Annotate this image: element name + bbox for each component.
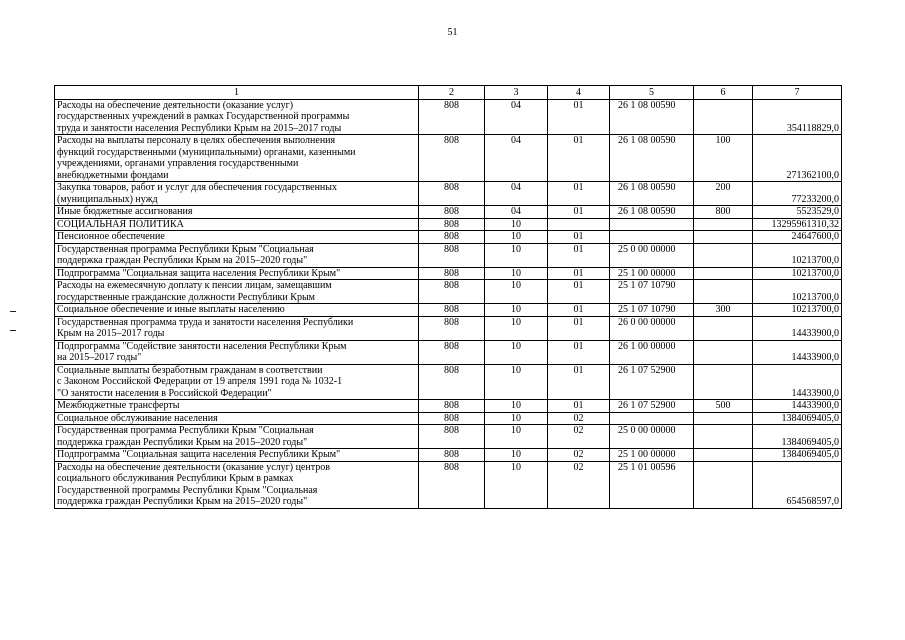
amount-cell: 1384069405,0	[753, 449, 842, 462]
target-article-cell: 26 1 08 00590	[610, 206, 694, 219]
section-code-cell: 04	[485, 182, 548, 206]
header-cell: 2	[419, 86, 485, 100]
ministry-code-cell: 808	[419, 280, 485, 304]
amount-cell: 1384069405,0	[753, 425, 842, 449]
ministry-code-cell: 808	[419, 400, 485, 413]
amount-cell: 1384069405,0	[753, 412, 842, 425]
amount-cell: 14433900,0	[753, 400, 842, 413]
target-article-cell: 26 0 00 00000	[610, 316, 694, 340]
subsection-code-cell: 02	[548, 449, 610, 462]
table-row	[55, 182, 842, 206]
subsection-code-cell: 01	[548, 206, 610, 219]
expense-type-cell: 300	[694, 304, 753, 317]
page-number: 51	[447, 27, 458, 38]
table-row	[55, 267, 842, 280]
amount-cell: 24647600,0	[753, 231, 842, 244]
subsection-code-cell: 01	[548, 135, 610, 182]
section-code-cell: 10	[485, 412, 548, 425]
header-cell: 3	[485, 86, 548, 100]
section-code-cell: 10	[485, 364, 548, 400]
margin-mark	[10, 330, 16, 331]
expense-type-cell	[694, 364, 753, 400]
header-cell: 5	[610, 86, 694, 100]
subsection-code-cell: 01	[548, 182, 610, 206]
section-code-cell: 10	[485, 461, 548, 508]
header-cell: 4	[548, 86, 610, 100]
budget-table	[54, 85, 842, 509]
table-row	[55, 243, 842, 267]
item-name-cell: Социальные выплаты безработным гражданам в соответствии с Законом Российской Федерации от 19 апреля 1991 года № 1032-1 "О занятости населения в Российской Федерации"	[55, 364, 419, 400]
section-code-cell: 10	[485, 280, 548, 304]
table-row	[55, 218, 842, 231]
expense-type-cell	[694, 218, 753, 231]
table-row	[55, 412, 842, 425]
expense-type-cell	[694, 449, 753, 462]
table-row	[55, 364, 842, 400]
section-code-cell: 10	[485, 340, 548, 364]
table-row	[55, 461, 842, 508]
amount-cell: 10213700,0	[753, 243, 842, 267]
item-name-cell: Расходы на обеспечение деятельности (оказание услуг) центров социального обслуживания Республики Крым в рамках Государственной программы Республики Крым "Социальная поддержка граждан Республики Крым на 2015–2020 годы"	[55, 461, 419, 508]
item-name-cell: СОЦИАЛЬНАЯ ПОЛИТИКА	[55, 218, 419, 231]
amount-cell: 5523529,0	[753, 206, 842, 219]
expense-type-cell	[694, 99, 753, 135]
expense-type-cell	[694, 243, 753, 267]
target-article-cell	[610, 231, 694, 244]
subsection-code-cell: 01	[548, 340, 610, 364]
subsection-code-cell: 01	[548, 99, 610, 135]
target-article-cell: 25 1 07 10790	[610, 280, 694, 304]
amount-cell: 10213700,0	[753, 280, 842, 304]
amount-cell: 354118829,0	[753, 99, 842, 135]
amount-cell: 271362100,0	[753, 135, 842, 182]
item-name-cell: Иные бюджетные ассигнования	[55, 206, 419, 219]
expense-type-cell	[694, 412, 753, 425]
item-name-cell: Государственная программа труда и занятости населения Республики Крым на 2015–2017 годы	[55, 316, 419, 340]
expense-type-cell	[694, 316, 753, 340]
target-article-cell	[610, 218, 694, 231]
item-name-cell: Закупка товаров, работ и услуг для обеспечения государственных (муниципальных) нужд	[55, 182, 419, 206]
target-article-cell: 25 1 00 00000	[610, 267, 694, 280]
subsection-code-cell: 01	[548, 316, 610, 340]
subsection-code-cell: 02	[548, 461, 610, 508]
table-row	[55, 135, 842, 182]
item-name-cell: Государственная программа Республики Крым "Социальная поддержка граждан Республики Крым на 2015–2020 годы"	[55, 243, 419, 267]
target-article-cell: 25 0 00 00000	[610, 425, 694, 449]
section-code-cell: 10	[485, 449, 548, 462]
table-row	[55, 449, 842, 462]
target-article-cell: 25 0 00 00000	[610, 243, 694, 267]
target-article-cell: 25 1 00 00000	[610, 449, 694, 462]
table-header-row	[55, 86, 842, 100]
ministry-code-cell: 808	[419, 135, 485, 182]
amount-cell: 654568597,0	[753, 461, 842, 508]
subsection-code-cell: 01	[548, 304, 610, 317]
section-code-cell: 10	[485, 267, 548, 280]
header-cell: 6	[694, 86, 753, 100]
expense-type-cell	[694, 461, 753, 508]
ministry-code-cell: 808	[419, 449, 485, 462]
amount-cell: 13295961310,32	[753, 218, 842, 231]
ministry-code-cell: 808	[419, 364, 485, 400]
amount-cell: 14433900,0	[753, 364, 842, 400]
item-name-cell: Социальное обслуживание населения	[55, 412, 419, 425]
target-article-cell: 25 1 07 10790	[610, 304, 694, 317]
section-code-cell: 10	[485, 304, 548, 317]
item-name-cell: Подпрограмма "Социальная защита населения Республики Крым"	[55, 449, 419, 462]
expense-type-cell	[694, 267, 753, 280]
subsection-code-cell: 01	[548, 243, 610, 267]
amount-cell: 10213700,0	[753, 304, 842, 317]
table-row	[55, 231, 842, 244]
section-code-cell: 10	[485, 400, 548, 413]
ministry-code-cell: 808	[419, 412, 485, 425]
expense-type-cell	[694, 231, 753, 244]
table-row	[55, 280, 842, 304]
section-code-cell: 10	[485, 243, 548, 267]
target-article-cell: 26 1 08 00590	[610, 99, 694, 135]
expense-type-cell: 200	[694, 182, 753, 206]
table-row	[55, 316, 842, 340]
ministry-code-cell: 808	[419, 340, 485, 364]
amount-cell: 77233200,0	[753, 182, 842, 206]
target-article-cell: 26 1 08 00590	[610, 135, 694, 182]
item-name-cell: Государственная программа Республики Крым "Социальная поддержка граждан Республики Крым на 2015–2020 годы"	[55, 425, 419, 449]
target-article-cell: 26 1 07 52900	[610, 364, 694, 400]
subsection-code-cell: 01	[548, 267, 610, 280]
table-row	[55, 425, 842, 449]
amount-cell: 14433900,0	[753, 340, 842, 364]
header-cell: 1	[55, 86, 419, 100]
amount-cell: 14433900,0	[753, 316, 842, 340]
ministry-code-cell: 808	[419, 206, 485, 219]
ministry-code-cell: 808	[419, 231, 485, 244]
item-name-cell: Расходы на ежемесячную доплату к пенсии лицам, замещавшим государственные гражданские должности Республики Крым	[55, 280, 419, 304]
ministry-code-cell: 808	[419, 461, 485, 508]
expense-type-cell	[694, 280, 753, 304]
item-name-cell: Расходы на обеспечение деятельности (оказание услуг) государственных учреждений в рамках Государственной программы труда и занятости населения Республики Крым на 2015–2017 годы	[55, 99, 419, 135]
table-row	[55, 340, 842, 364]
subsection-code-cell: 01	[548, 400, 610, 413]
item-name-cell: Расходы на выплаты персоналу в целях обеспечения выполнения функций государственными (муниципальными) органами, казенными учреждениями, органами управления государственными внебюджетными фондами	[55, 135, 419, 182]
ministry-code-cell: 808	[419, 182, 485, 206]
item-name-cell: Социальное обеспечение и иные выплаты населению	[55, 304, 419, 317]
section-code-cell: 04	[485, 206, 548, 219]
ministry-code-cell: 808	[419, 243, 485, 267]
ministry-code-cell: 808	[419, 425, 485, 449]
subsection-code-cell	[548, 218, 610, 231]
target-article-cell: 25 1 01 00596	[610, 461, 694, 508]
expense-type-cell: 500	[694, 400, 753, 413]
section-code-cell: 04	[485, 99, 548, 135]
table-row	[55, 400, 842, 413]
target-article-cell: 26 1 07 52900	[610, 400, 694, 413]
expense-type-cell	[694, 425, 753, 449]
ministry-code-cell: 808	[419, 316, 485, 340]
item-name-cell: Подпрограмма "Содействие занятости населения Республики Крым на 2015–2017 годы"	[55, 340, 419, 364]
section-code-cell: 10	[485, 425, 548, 449]
subsection-code-cell: 01	[548, 364, 610, 400]
ministry-code-cell: 808	[419, 304, 485, 317]
section-code-cell: 04	[485, 135, 548, 182]
item-name-cell: Подпрограмма "Социальная защита населения Республики Крым"	[55, 267, 419, 280]
target-article-cell: 26 1 00 00000	[610, 340, 694, 364]
expense-type-cell: 800	[694, 206, 753, 219]
subsection-code-cell: 01	[548, 231, 610, 244]
ministry-code-cell: 808	[419, 218, 485, 231]
expense-type-cell: 100	[694, 135, 753, 182]
subsection-code-cell: 02	[548, 425, 610, 449]
expense-type-cell	[694, 340, 753, 364]
subsection-code-cell: 02	[548, 412, 610, 425]
subsection-code-cell: 01	[548, 280, 610, 304]
margin-mark	[10, 311, 16, 312]
section-code-cell: 10	[485, 316, 548, 340]
table-row	[55, 304, 842, 317]
item-name-cell: Межбюджетные трансферты	[55, 400, 419, 413]
amount-cell: 10213700,0	[753, 267, 842, 280]
header-cell: 7	[753, 86, 842, 100]
ministry-code-cell: 808	[419, 267, 485, 280]
table-row	[55, 99, 842, 135]
section-code-cell: 10	[485, 218, 548, 231]
target-article-cell: 26 1 08 00590	[610, 182, 694, 206]
table-row	[55, 206, 842, 219]
ministry-code-cell: 808	[419, 99, 485, 135]
target-article-cell	[610, 412, 694, 425]
section-code-cell: 10	[485, 231, 548, 244]
item-name-cell: Пенсионное обеспечение	[55, 231, 419, 244]
